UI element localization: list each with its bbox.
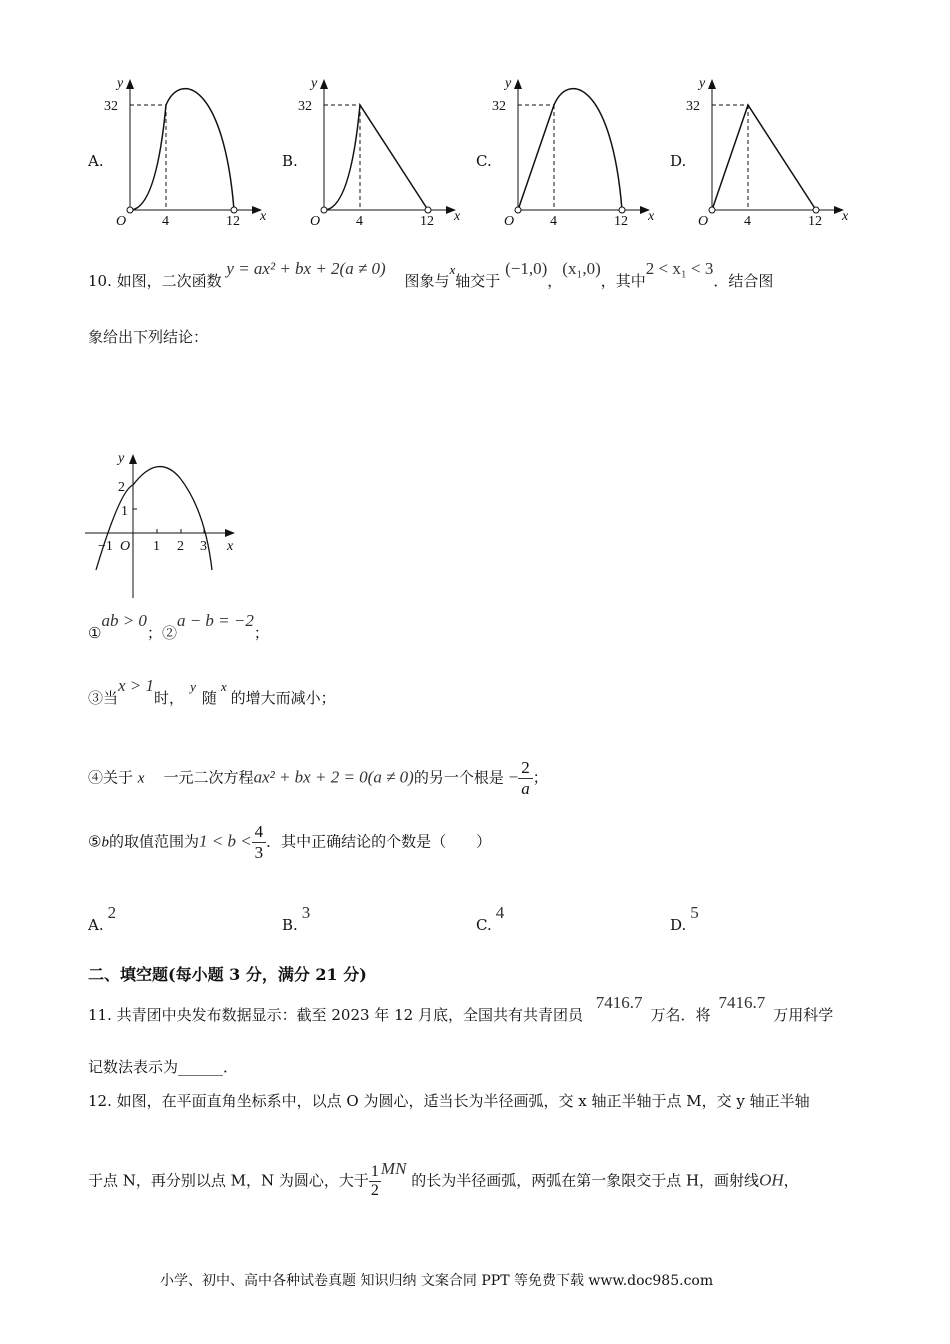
tick-x2: 2 [177,539,184,554]
fraction-denominator: a [521,779,530,798]
text: 的长为半径画弧，两弧在第一象限交于点 H，画射线 [411,1171,760,1190]
open-point [709,207,715,213]
text: 一元二次方程 [163,768,254,787]
q11-line2: 记数法表示为______． [88,1058,239,1076]
fraction-denominator: 3 [254,843,264,862]
text: 时， [154,689,185,707]
fraction-numerator: 1 [370,1163,379,1180]
text: 的增大而减小； [230,689,336,707]
tick-x1: 1 [153,539,160,554]
math: x [137,770,145,787]
y-axis-arrow [320,79,328,89]
math: MN [380,1158,407,1178]
y-axis-arrow [126,79,134,89]
tick-12: 12 [420,214,434,229]
open-point [321,207,327,213]
function-graph [518,89,622,210]
open-point [127,207,133,213]
choice-a[interactable] [88,903,117,935]
option-graph-c [478,75,668,239]
open-point [619,207,625,213]
option-label: C. [476,152,492,170]
x-label: x [454,209,461,224]
choice-b[interactable] [282,903,311,935]
open-point [515,207,521,213]
origin-label: O [116,214,127,229]
math-function: y = ax² + bx + 2(a ≠ 0) [226,259,386,278]
q11-line1 [88,993,834,1025]
choice-c[interactable] [476,903,505,935]
text: 10. 如图，二次函数 [88,272,222,290]
origin-label: O [698,214,709,229]
fraction-numerator: 4 [252,822,267,843]
tick-4: 4 [162,214,169,229]
math: b [101,834,109,851]
q10-parabola-graph [80,440,280,610]
tick-32: 32 [298,99,312,114]
math: x > 1 [118,676,155,695]
text: ③当 [88,689,119,707]
open-point [231,207,237,213]
math-condition: 2 < x₁ < 3 [645,259,714,278]
math-point1: (−1,0) [505,259,548,278]
tick-32: 32 [492,99,506,114]
math: ax² + bx + 2 = 0(a ≠ 0) [253,767,414,787]
text: ， [547,272,563,290]
choice-value: 5 [690,903,699,922]
origin-label: O [120,539,131,554]
choice-label: D. [670,916,687,934]
y-label: y [505,76,512,91]
choice-label: A. [88,916,104,934]
text: 万名．将 [650,1006,711,1024]
math: 7416.7 [595,993,643,1012]
option-graph-a [90,75,280,239]
option-label: A. [88,152,104,170]
q10-line2: 象给出下列结论： [88,328,209,346]
text: ；② [146,624,177,642]
math: y [190,679,196,694]
x-label: x [260,209,267,224]
text: ．结合图 [713,272,774,290]
text: ， [783,1171,799,1190]
math: − [508,767,519,787]
q12-line2 [88,1158,799,1200]
parabola [96,467,212,570]
math: OH [759,1170,784,1190]
tick-32: 32 [104,99,118,114]
choice-value: 4 [495,903,505,922]
text: 11. 共青团中央发布数据显示：截至 2023 年 12 月底，全国共有共青团员 [88,1006,583,1024]
y-label: y [118,451,125,466]
y-axis-arrow [708,79,716,89]
open-point [813,207,819,213]
statement-3 [88,676,336,708]
choice-value: 2 [107,903,117,922]
y-label: y [699,76,706,91]
x-label: x [648,209,655,224]
choice-d[interactable] [670,903,699,935]
text: ； [532,768,548,787]
function-graph [712,105,816,210]
math: ab > 0 [101,611,147,630]
option-graph [90,75,280,235]
option-graph-d [672,75,862,239]
statement-4 [88,758,548,799]
fraction-denominator: 2 [370,1182,379,1199]
y-label: y [311,76,318,91]
tick-x3: 3 [200,539,207,554]
text: 于点 N，再分别以点 M，N 为圆心，大于 [88,1171,369,1190]
x-axis-arrow [225,529,235,537]
text: 图象与 [404,272,450,290]
tick-12: 12 [614,214,628,229]
tick-4: 4 [356,214,363,229]
text: 的另一个根是 [413,768,504,787]
math-point2: (x₁,0) [562,259,601,278]
statement-1-2 [88,611,269,643]
text: ； [253,624,269,642]
function-graph [130,89,234,210]
math: 7416.7 [718,993,766,1012]
origin-label: O [310,214,321,229]
text: 的取值范围为 [108,832,199,851]
choice-label: C. [476,916,492,934]
q12-line1: 12. 如图，在平面直角坐标系中，以点 O 为圆心，适当长为半径画弧，交 x 轴正半轴于点 M，交 y 轴正半轴 [88,1092,810,1110]
text: ④关于 [88,768,134,787]
math: x [220,679,227,694]
text: ，其中 [600,272,646,290]
text: 随 [201,689,217,707]
text: ① [88,624,102,642]
text: 万用科学 [773,1006,834,1024]
math: a − b = −2 [176,611,254,630]
tick-12: 12 [226,214,240,229]
footer: 小学、初中、高中各种试卷真题 知识归纳 文案合同 PPT 等免费下载 www.doc985.com [160,1273,714,1289]
y-axis-arrow [514,79,522,89]
option-label: D. [670,152,687,170]
text: ⑤ [88,832,102,851]
tick-32: 32 [686,99,700,114]
function-graph [324,105,428,210]
statement-5 [88,822,491,863]
section-title: 二、填空题(每小题 3 分，满分 21 分) [88,965,367,984]
q10-line1 [88,259,774,291]
text: 轴交于 [455,272,501,290]
fraction-numerator: 2 [518,758,533,779]
y-label: y [117,76,124,91]
text: ．其中正确结论的个数是（ ） [266,832,492,851]
math: 1 < b < [198,831,252,851]
math-x: x [449,262,456,277]
tick-neg1: −1 [98,539,113,554]
tick-2: 2 [118,480,125,495]
option-graph [284,75,474,235]
origin-label: O [504,214,515,229]
choice-value: 3 [301,903,311,922]
tick-1: 1 [121,504,128,519]
option-graph [672,75,862,235]
option-graph [478,75,668,235]
y-axis-arrow [129,454,137,464]
option-label: B. [282,152,298,170]
tick-4: 4 [550,214,557,229]
x-label: x [842,209,849,224]
x-label: x [227,539,234,554]
tick-4: 4 [744,214,751,229]
choice-label: B. [282,916,298,934]
tick-12: 12 [808,214,822,229]
open-point [425,207,431,213]
option-graph-b [284,75,474,239]
